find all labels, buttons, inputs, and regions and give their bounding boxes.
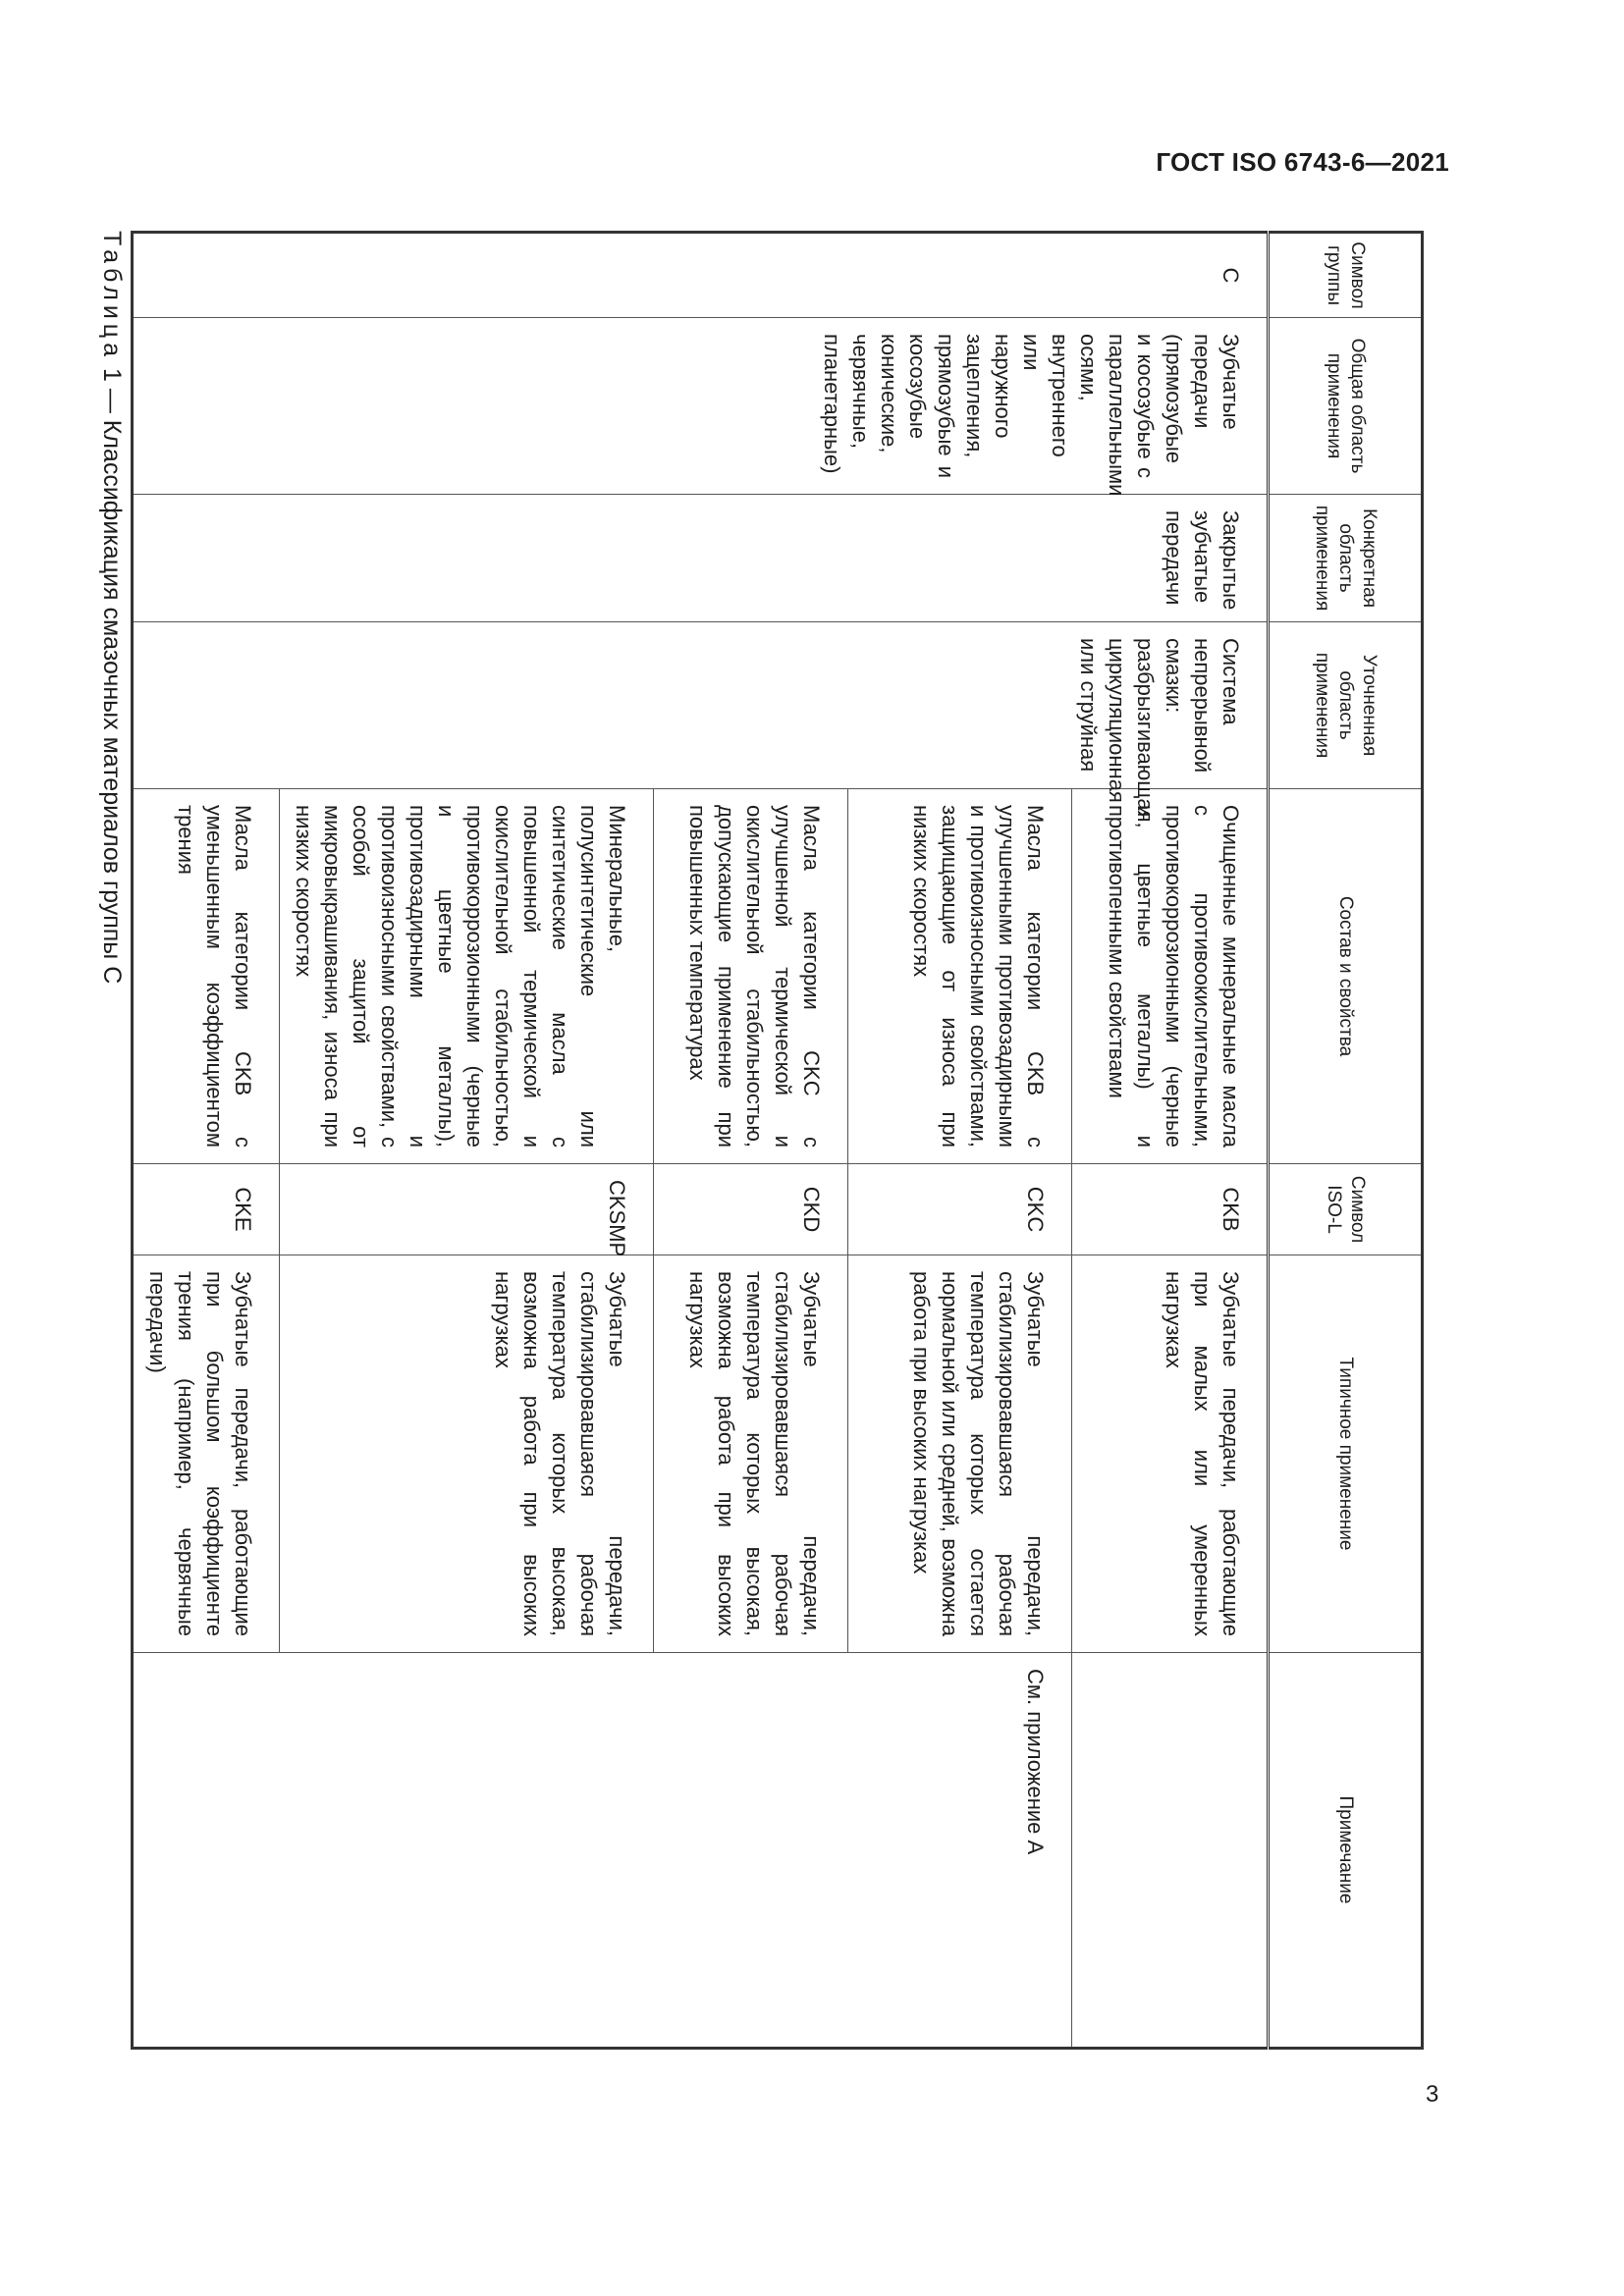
- classification-table: [131, 231, 1424, 2050]
- typical-use-cell: Зубчатые передачи, работающие при большом коэффициенте трения (например, червячные передачи): [133, 1255, 280, 1653]
- typical-use-cell: Зубчатые передачи, работающие при малых или умеренных нагрузках: [1072, 1255, 1269, 1653]
- iso-symbol-cell: CKC: [848, 1164, 1072, 1255]
- refined-area-cell: Система непрерывной смазки: разбрызгивающая, циркуляционная или струйная: [133, 622, 1269, 789]
- note-cell: [1072, 1653, 1269, 2049]
- header-general-area: Общая область применения: [1269, 318, 1423, 495]
- composition-cell: Масла категории CKB с уменьшенным коэффициентом трения: [133, 789, 280, 1164]
- header-typical-use: Типичное применение: [1269, 1255, 1423, 1653]
- group-symbol-cell: С: [133, 233, 1269, 318]
- typical-use-cell: Зубчатые передачи, стабилизировавшаяся рабочая температура которых высокая, возможна работа при высоких нагрузках: [654, 1255, 848, 1653]
- specific-area-cell: Закрытые зубчатые передачи: [133, 495, 1269, 622]
- header-iso-symbol: Символ ISO-L: [1269, 1164, 1423, 1255]
- composition-cell: Масла категории CKC с улучшенной термической и окислительной стабильностью, допускающие применение при повышенных температурах: [654, 789, 848, 1164]
- iso-symbol-cell: CKE: [133, 1164, 280, 1255]
- header-composition: Состав и свойства: [1269, 789, 1423, 1164]
- iso-symbol-cell: CKSMP: [280, 1164, 654, 1255]
- composition-cell: Минеральные, полусинтетические или синтетические масла с повышенной термической и окислительной стабильностью, противокоррозионными (черные и цветные металлы), противозадирными и противоизносными свойствами, с особой защитой от микровыкрашивания, износа при низких скоростях: [280, 789, 654, 1164]
- header-refined-area: Уточненная область применения: [1269, 622, 1423, 789]
- iso-symbol-cell: CKB: [1072, 1164, 1269, 1255]
- header-note: Примечание: [1269, 1653, 1423, 2049]
- table-row: [1072, 233, 1269, 2049]
- typical-use-cell: Зубчатые передачи, стабилизировавшаяся рабочая температура которых остается нормальной или средней, возможна работа при высоких нагрузках: [848, 1255, 1072, 1653]
- rotated-table-block: [83, 231, 1424, 2047]
- typical-use-cell: Зубчатые передачи, стабилизировавшаяся рабочая температура которых высокая, возможна работа при высоких нагрузках: [280, 1255, 654, 1653]
- note-cell: См. приложение А: [133, 1653, 1072, 2049]
- composition-cell: Масла категории CKB с улучшенными противозадирными и противоизносными свойствами, защищающие от износа при низких скоростях: [848, 789, 1072, 1164]
- table-caption: [92, 231, 132, 2047]
- document-header: ГОСТ ISO 6743-6—2021: [1156, 147, 1449, 177]
- composition-cell: Очищенные минеральные масла с противоокислительными, противокоррозионными (черные и цветные металлы) и противопенными свойствами: [1072, 789, 1269, 1164]
- header-group-symbol: Символ группы: [1269, 233, 1423, 318]
- caption-table-word: Таблица: [98, 231, 126, 362]
- iso-symbol-cell: CKD: [654, 1164, 848, 1255]
- header-specific-area: Конкретная область применения: [1269, 495, 1423, 622]
- general-area-cell: Зубчатые передачи (прямозубые и косозубые с параллельными осями, внутреннего или наружного зацепления, прямозубые и косозубые конические, червячные, планетарные): [133, 318, 1269, 495]
- caption-title: 1 — Классификация смазочных материалов группы С: [98, 361, 126, 985]
- page-number: 3: [1426, 2081, 1439, 2108]
- table-header-row: [1269, 233, 1423, 2049]
